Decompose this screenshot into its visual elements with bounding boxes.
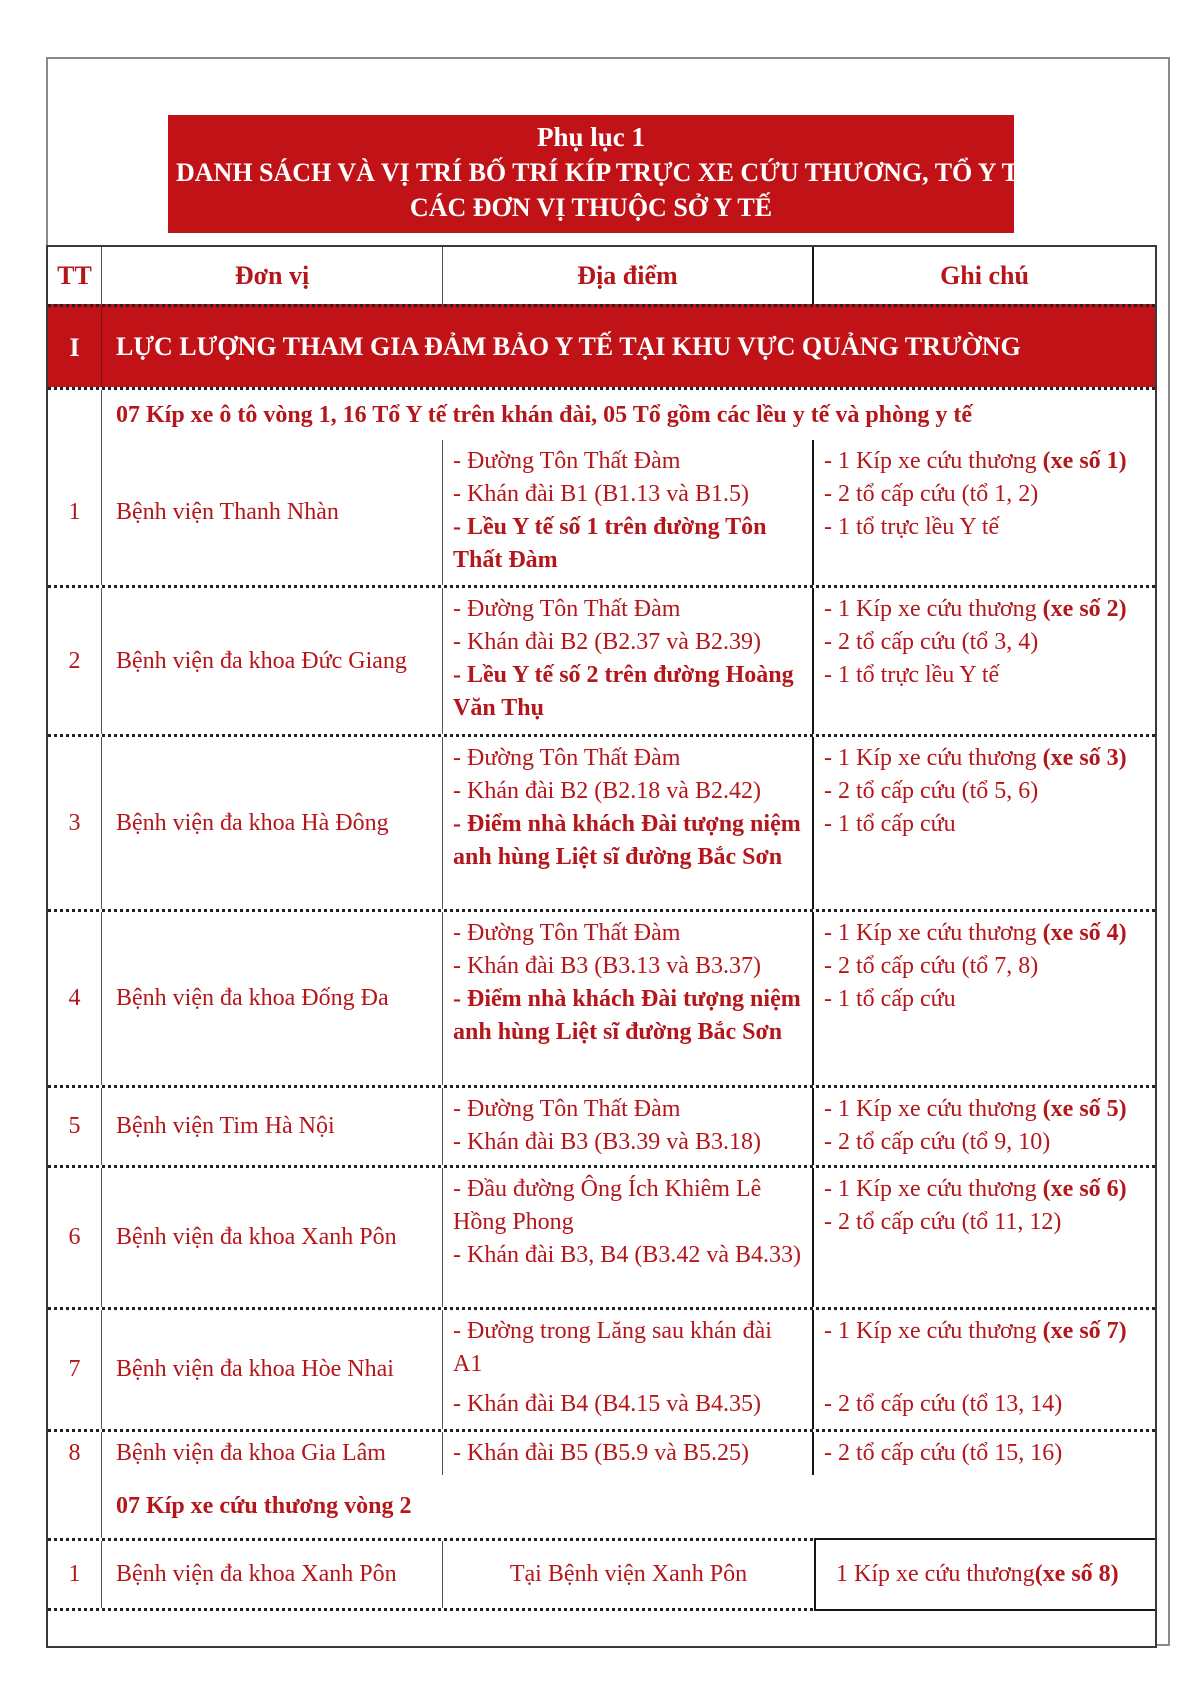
cell-note	[814, 1432, 1155, 1475]
note-item: - 1 tổ trực lều Y tế	[824, 662, 1000, 688]
note-item: - 2 tổ cấp cứu (tổ 15, 16)	[824, 1440, 1063, 1466]
header-location: Địa điểm	[443, 247, 814, 304]
cell-location	[443, 440, 814, 585]
table-row	[48, 585, 1155, 734]
cell-unit: Bệnh viện Thanh Nhàn	[102, 440, 443, 585]
location-item: - Đường Tôn Thất Đàm	[453, 596, 681, 622]
cell-note	[814, 1168, 1155, 1307]
location-item: - Điểm nhà khách Đài tượng niệm anh hùng Liệt sĩ đường Bắc Sơn	[453, 811, 801, 870]
subheader-empty-tt	[48, 390, 102, 440]
note-item: - 1 Kíp xe cứu thương (xe số 3)	[824, 745, 1127, 771]
note-item: - 1 tổ cấp cứu	[824, 986, 956, 1012]
note-item-bold: (xe số 2)	[1042, 596, 1127, 622]
location-item: - Khán đài B1 (B1.13 và B1.5)	[453, 481, 749, 507]
location-item: - Khán đài B3 (B3.39 và B3.18)	[453, 1129, 761, 1155]
cell-location	[443, 912, 814, 1085]
table-row	[48, 909, 1155, 1085]
header-note: Ghi chú	[940, 261, 1029, 290]
cell-note	[814, 1538, 1155, 1611]
location-item: - Đường trong Lăng sau khán đài A1	[453, 1318, 772, 1377]
cell-location	[443, 1310, 814, 1429]
location-item: - Khán đài B4 (B4.15 và B4.35)	[453, 1391, 761, 1417]
schedule-table	[46, 245, 1157, 1648]
location-item: - Khán đài B2 (B2.18 và B2.42)	[453, 778, 761, 804]
cell-unit: Bệnh viện đa khoa Đức Giang	[102, 588, 443, 734]
empty-cell	[48, 1611, 1155, 1646]
location-item: - Khán đài B3 (B3.13 và B3.37)	[453, 953, 761, 979]
note-item-bold: (xe số 5)	[1042, 1096, 1127, 1122]
note-item: - 2 tổ cấp cứu (tổ 1, 2)	[824, 481, 1039, 507]
table-row	[48, 1165, 1155, 1307]
note-item: - 1 tổ trực lều Y tế	[824, 514, 1000, 540]
section-1-rows	[48, 440, 1155, 1475]
note-item: - 2 tổ cấp cứu (tổ 9, 10)	[824, 1129, 1051, 1155]
note-item: - 1 Kíp xe cứu thương (xe số 5)	[824, 1096, 1127, 1122]
cell-unit: Bệnh viện đa khoa Đống Đa	[102, 912, 443, 1085]
location-item: - Đường Tôn Thất Đàm	[453, 920, 681, 946]
cell-tt: 5	[48, 1088, 102, 1165]
cell-location	[443, 737, 814, 909]
note-item: - 1 Kíp xe cứu thương (xe số 6)	[824, 1176, 1127, 1202]
note-item-bold: (xe số 3)	[1042, 745, 1127, 771]
note-item: - 1 Kíp xe cứu thương (xe số 1)	[824, 448, 1127, 474]
note-item: - 1 Kíp xe cứu thương (xe số 4)	[824, 920, 1127, 946]
cell-note	[814, 1088, 1155, 1165]
cell-location	[443, 588, 814, 734]
cell-note	[814, 440, 1155, 585]
header-tt: TT	[48, 247, 102, 304]
cell-unit: Bệnh viện đa khoa Xanh Pôn	[102, 1168, 443, 1307]
page-subtitle: CÁC ĐƠN VỊ THUỘC SỞ Y TẾ	[409, 193, 773, 222]
note-item: - 1 tổ cấp cứu	[824, 811, 956, 837]
cell-unit: Bệnh viện đa khoa Xanh Pôn	[102, 1541, 443, 1608]
note-item: - 1 Kíp xe cứu thương (xe số 2)	[824, 596, 1127, 622]
cell-tt: 4	[48, 912, 102, 1085]
cell-unit: Bệnh viện đa khoa Gia Lâm	[102, 1432, 443, 1475]
cell-unit: Bệnh viện Tim Hà Nội	[102, 1088, 443, 1165]
table-row	[48, 1085, 1155, 1165]
location-item: - Đường Tôn Thất Đàm	[453, 448, 681, 474]
empty-bottom-row	[48, 1608, 1155, 1646]
cell-tt: 3	[48, 737, 102, 909]
table-row	[48, 1538, 1155, 1608]
section-1-title: LỰC LƯỢNG THAM GIA ĐẢM BẢO Y TẾ TẠI KHU VỰC QUẢNG TRƯỜNG	[116, 332, 1021, 361]
cell-unit: Bệnh viện đa khoa Hà Đông	[102, 737, 443, 909]
note-item-bold: (xe số 6)	[1042, 1176, 1127, 1202]
cell-tt: 1	[48, 1541, 102, 1608]
location-item: - Đường Tôn Thất Đàm	[453, 1096, 681, 1122]
cell-tt: 7	[48, 1310, 102, 1429]
cell-note	[814, 588, 1155, 734]
page-title: DANH SÁCH VÀ VỊ TRÍ BỐ TRÍ KÍP TRỰC XE CỨU THƯƠNG, TỔ Y TẾ	[176, 158, 1037, 187]
note-item-bold: (xe số 1)	[1042, 448, 1127, 474]
title-banner	[168, 115, 1037, 233]
location-item: - Khán đài B2 (B2.37 và B2.39)	[453, 629, 761, 655]
section-1-subheader-row	[48, 387, 1155, 440]
cell-note	[814, 912, 1155, 1085]
location-item: - Khán đài B5 (B5.9 và B5.25)	[453, 1440, 749, 1466]
note-item: 1 Kíp xe cứu thương	[836, 1561, 1035, 1587]
section-2-subheader-row	[48, 1475, 1155, 1538]
location-item: - Lều Y tế số 2 trên đường Hoàng Văn Thụ	[453, 662, 794, 721]
note-item: - 2 tổ cấp cứu (tổ 3, 4)	[824, 629, 1039, 655]
cell-tt: 2	[48, 588, 102, 734]
note-item-bold: (xe số 8)	[1034, 1561, 1119, 1587]
note-item: - 2 tổ cấp cứu (tổ 11, 12)	[824, 1209, 1062, 1235]
cell-tt: 8	[48, 1432, 102, 1475]
cell-tt: 6	[48, 1168, 102, 1307]
subheader-empty-tt	[48, 1475, 102, 1538]
cell-note	[814, 1310, 1155, 1429]
table-row	[48, 1429, 1155, 1475]
location-item: - Lều Y tế số 1 trên đường Tôn Thất Đàm	[453, 514, 767, 573]
location-item: - Điểm nhà khách Đài tượng niệm anh hùng Liệt sĩ đường Bắc Sơn	[453, 986, 801, 1045]
location-item: - Đường Tôn Thất Đàm	[453, 745, 681, 771]
location-item: - Đầu đường Ông Ích Khiêm Lê Hồng Phong	[453, 1176, 762, 1235]
table-row	[48, 1307, 1155, 1429]
table-header-row	[48, 247, 1155, 304]
note-item: - 2 tổ cấp cứu (tổ 5, 6)	[824, 778, 1039, 804]
cell-location	[443, 1432, 814, 1475]
cell-unit: Bệnh viện đa khoa Hòe Nhai	[102, 1310, 443, 1429]
note-item-bold: (xe số 4)	[1042, 920, 1127, 946]
cell-location	[443, 1168, 814, 1307]
cell-location	[443, 1088, 814, 1165]
section-1-index: I	[48, 307, 102, 387]
table-row	[48, 734, 1155, 909]
note-item: - 2 tổ cấp cứu (tổ 7, 8)	[824, 953, 1039, 979]
note-item: - 1 Kíp xe cứu thương (xe số 7)	[824, 1318, 1127, 1344]
cell-location: Tại Bệnh viện Xanh Pôn	[509, 1561, 748, 1587]
section-2-subtitle: 07 Kíp xe cứu thương vòng 2	[116, 1493, 412, 1519]
header-unit: Đơn vị	[102, 247, 443, 304]
note-item-bold: (xe số 7)	[1042, 1318, 1127, 1344]
section-1-subtitle: 07 Kíp xe ô tô vòng 1, 16 Tổ Y tế trên khán đài, 05 Tổ gồm các lều y tế và phòng y tế	[116, 401, 973, 428]
section-1-row	[48, 304, 1155, 387]
location-item: - Khán đài B3, B4 (B3.42 và B4.33)	[453, 1242, 801, 1268]
note-item: - 2 tổ cấp cứu (tổ 13, 14)	[824, 1391, 1063, 1417]
appendix-label: Phụ lục 1	[536, 122, 646, 152]
table-row	[48, 440, 1155, 585]
cell-tt: 1	[48, 440, 102, 585]
cell-note	[814, 737, 1155, 909]
